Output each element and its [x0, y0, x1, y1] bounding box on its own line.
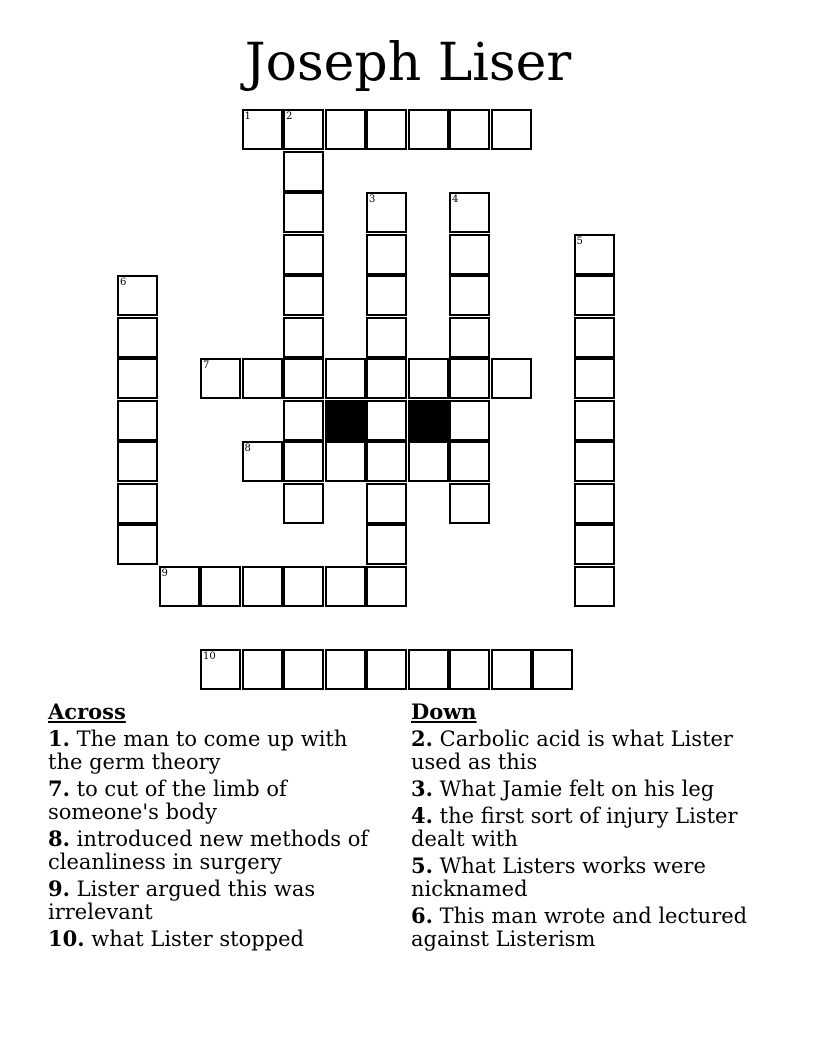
grid-cell[interactable]: [117, 275, 158, 316]
across-clue-9: [48, 877, 383, 924]
grid-cell[interactable]: [449, 192, 490, 233]
grid-cell[interactable]: [325, 441, 366, 482]
clue-number-label: 1: [244, 111, 251, 122]
grid-cell[interactable]: [366, 358, 407, 399]
grid-cell[interactable]: [159, 566, 200, 607]
across-clue-8: [48, 827, 383, 874]
across-heading: Across: [48, 699, 126, 724]
grid-cell[interactable]: [242, 566, 283, 607]
across-clue-1: [48, 727, 383, 774]
grid-cell[interactable]: [574, 275, 615, 316]
grid-cell[interactable]: [283, 649, 324, 690]
grid-cell[interactable]: [325, 566, 366, 607]
grid-cell[interactable]: [117, 483, 158, 524]
grid-cell[interactable]: [574, 566, 615, 607]
grid-cell[interactable]: [117, 524, 158, 565]
grid-cell[interactable]: [200, 649, 241, 690]
clue-text: Lister argued this was irrelevant: [48, 877, 316, 924]
grid-cell[interactable]: [366, 317, 407, 358]
clue-number: 4.: [411, 803, 433, 828]
across-clue-10: [48, 927, 383, 951]
grid-cell[interactable]: [283, 192, 324, 233]
clue-number: 9.: [48, 876, 70, 901]
grid-cell[interactable]: [574, 400, 615, 441]
grid-cell[interactable]: [408, 358, 449, 399]
across-clues: [48, 700, 383, 954]
clue-number-label: 3: [369, 194, 376, 205]
clue-number-label: 8: [244, 443, 251, 454]
clue-text: The man to come up with the germ theory: [48, 727, 348, 774]
clue-text: the first sort of injury Lister dealt with: [411, 804, 738, 851]
clue-number-label: 6: [120, 277, 127, 288]
black-cell: [325, 400, 366, 441]
clue-text: Carbolic acid is what Lister used as this: [411, 727, 733, 774]
clue-text: introduced new methods of cleanliness in surgery: [48, 827, 369, 874]
grid-cell[interactable]: [449, 109, 490, 150]
grid-cell[interactable]: [366, 483, 407, 524]
down-clues: [411, 700, 751, 954]
clue-number: 10.: [48, 926, 85, 951]
grid-cell[interactable]: [408, 441, 449, 482]
grid-cell[interactable]: [283, 358, 324, 399]
black-cell: [408, 400, 449, 441]
grid-cell[interactable]: [283, 275, 324, 316]
clue-text: What Listers works were nicknamed: [411, 854, 706, 901]
grid-cell[interactable]: [366, 649, 407, 690]
clue-number: 5.: [411, 853, 433, 878]
grid-cell[interactable]: [366, 192, 407, 233]
grid-cell[interactable]: [283, 151, 324, 192]
clue-number: 8.: [48, 826, 70, 851]
grid-cell[interactable]: [283, 483, 324, 524]
grid-cell[interactable]: [117, 441, 158, 482]
clue-number-label: 10: [203, 650, 216, 662]
grid-cell[interactable]: [366, 109, 407, 150]
clue-number-label: 2: [286, 111, 293, 122]
grid-cell[interactable]: [532, 649, 573, 690]
down-clue-4: [411, 804, 751, 851]
grid-cell[interactable]: [408, 649, 449, 690]
grid-cell[interactable]: [574, 358, 615, 399]
grid-cell[interactable]: [325, 649, 366, 690]
grid-cell[interactable]: [366, 400, 407, 441]
grid-cell[interactable]: [449, 441, 490, 482]
grid-cell[interactable]: [283, 234, 324, 275]
grid-cell[interactable]: [117, 317, 158, 358]
grid-cell[interactable]: [283, 109, 324, 150]
grid-cell[interactable]: [449, 317, 490, 358]
down-clue-5: [411, 854, 751, 901]
grid-cell[interactable]: [449, 275, 490, 316]
clue-text: This man wrote and lectured against Listerism: [411, 904, 748, 951]
grid-cell[interactable]: [366, 275, 407, 316]
grid-cell[interactable]: [449, 358, 490, 399]
down-clue-3: [411, 777, 751, 801]
down-heading: Down: [411, 699, 477, 724]
grid-cell[interactable]: [366, 566, 407, 607]
clue-number: 7.: [48, 776, 70, 801]
grid-cell[interactable]: [325, 109, 366, 150]
across-clue-7: [48, 777, 383, 824]
clue-number-label: 7: [203, 360, 210, 371]
grid-cell[interactable]: [283, 317, 324, 358]
grid-cell[interactable]: [491, 358, 532, 399]
grid-cell[interactable]: [325, 358, 366, 399]
clue-number-label: 9: [161, 567, 168, 579]
clue-text: What Jamie felt on his leg: [439, 777, 715, 801]
grid-cell[interactable]: [366, 524, 407, 565]
grid-cell[interactable]: [366, 234, 407, 275]
grid-cell[interactable]: [242, 649, 283, 690]
grid-cell[interactable]: [283, 566, 324, 607]
grid-cell[interactable]: [408, 109, 449, 150]
clue-number: 3.: [411, 776, 433, 801]
grid-cell[interactable]: [574, 317, 615, 358]
grid-cell[interactable]: [449, 483, 490, 524]
clue-number: 1.: [48, 726, 70, 751]
grid-cell[interactable]: [283, 441, 324, 482]
clue-text: to cut of the limb of someone's body: [48, 777, 287, 824]
grid-cell[interactable]: [574, 483, 615, 524]
grid-cell[interactable]: [200, 358, 241, 399]
down-clue-6: [411, 904, 751, 951]
grid-cell[interactable]: [117, 400, 158, 441]
grid-cell[interactable]: [574, 234, 615, 275]
clue-number-label: 5: [576, 235, 583, 247]
grid-cell[interactable]: [491, 649, 532, 690]
grid-cell[interactable]: [366, 441, 407, 482]
clue-text: what Lister stopped: [91, 927, 305, 951]
grid-cell[interactable]: [117, 358, 158, 399]
grid-cell[interactable]: [449, 234, 490, 275]
grid-cell[interactable]: [200, 566, 241, 607]
grid-cell[interactable]: [242, 441, 283, 482]
grid-cell[interactable]: [449, 400, 490, 441]
clue-number: 6.: [411, 903, 433, 928]
grid-cell[interactable]: [574, 524, 615, 565]
grid-cell[interactable]: [574, 441, 615, 482]
grid-cell[interactable]: [491, 109, 532, 150]
clue-number-label: 4: [452, 194, 459, 205]
grid-cell[interactable]: [283, 400, 324, 441]
grid-cell[interactable]: [242, 109, 283, 150]
grid-cell[interactable]: [449, 649, 490, 690]
grid-cell[interactable]: [242, 358, 283, 399]
puzzle-title: Joseph Liser: [244, 33, 572, 93]
down-clue-2: [411, 727, 751, 774]
clue-number: 2.: [411, 726, 433, 751]
